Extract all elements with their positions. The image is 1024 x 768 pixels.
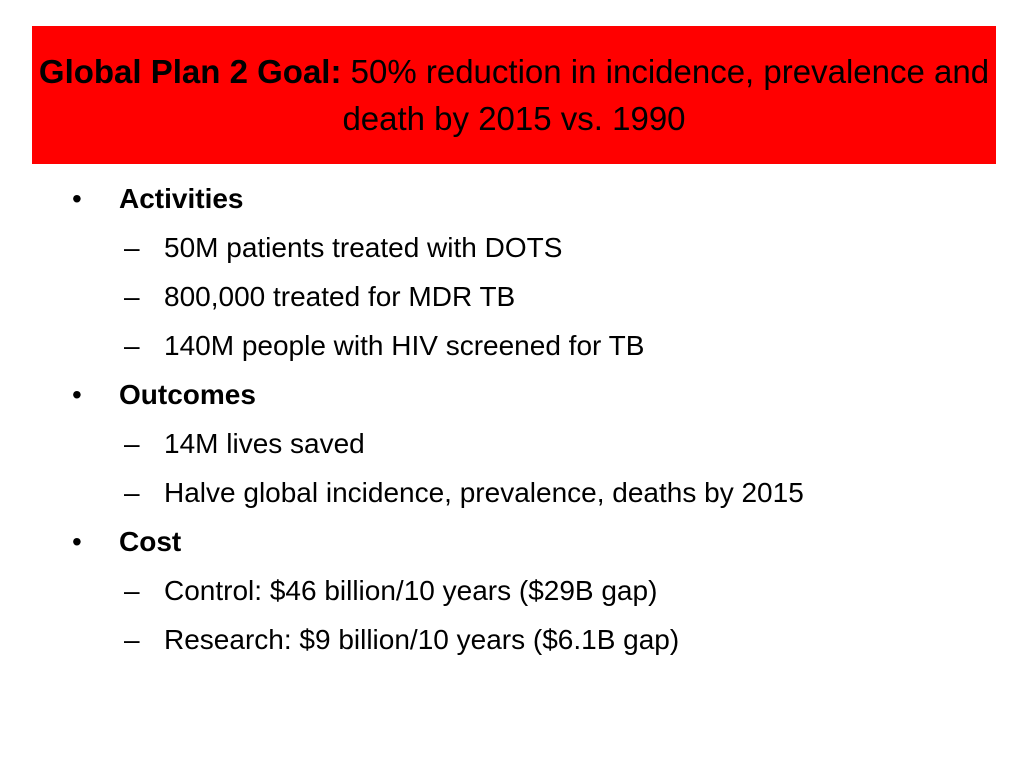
dash-marker: – [124, 477, 140, 508]
section-cost [0, 519, 1024, 568]
dash-marker: – [124, 624, 140, 655]
list-item [0, 421, 1024, 470]
list-item [0, 323, 1024, 372]
list-item-text: 140M people with HIV screened for TB [164, 330, 645, 361]
bullet-list [0, 176, 1024, 666]
section-heading: Cost [119, 526, 182, 557]
dash-marker: – [124, 428, 140, 459]
dash-marker: – [124, 575, 140, 606]
list-item-text: 14M lives saved [164, 428, 365, 459]
list-item-text: 800,000 treated for MDR TB [164, 281, 516, 312]
dash-marker: – [124, 281, 140, 312]
section-activities [0, 176, 1024, 225]
list-item [0, 225, 1024, 274]
title-bold-text: Global Plan 2 Goal: [38, 53, 342, 90]
list-item [0, 274, 1024, 323]
slide-title [32, 48, 996, 142]
bullet-marker: • [72, 379, 82, 410]
bullet-marker: • [72, 183, 82, 214]
list-item [0, 568, 1024, 617]
section-outcomes [0, 372, 1024, 421]
list-item-text: Research: $9 billion/10 years ($6.1B gap) [164, 624, 680, 655]
list-item-text: 50M patients treated with DOTS [164, 232, 563, 263]
title-rest-text: 50% reduction in incidence, prevalence and death by 2015 vs. 1990 [342, 53, 990, 137]
bullet-marker: • [72, 526, 82, 557]
list-item-text: Halve global incidence, prevalence, deaths by 2015 [164, 477, 804, 508]
section-heading: Activities [119, 183, 244, 214]
list-item [0, 470, 1024, 519]
dash-marker: – [124, 232, 140, 263]
title-banner [32, 26, 996, 164]
dash-marker: – [124, 330, 140, 361]
list-item [0, 617, 1024, 666]
section-heading: Outcomes [119, 379, 256, 410]
list-item-text: Control: $46 billion/10 years ($29B gap) [164, 575, 658, 606]
